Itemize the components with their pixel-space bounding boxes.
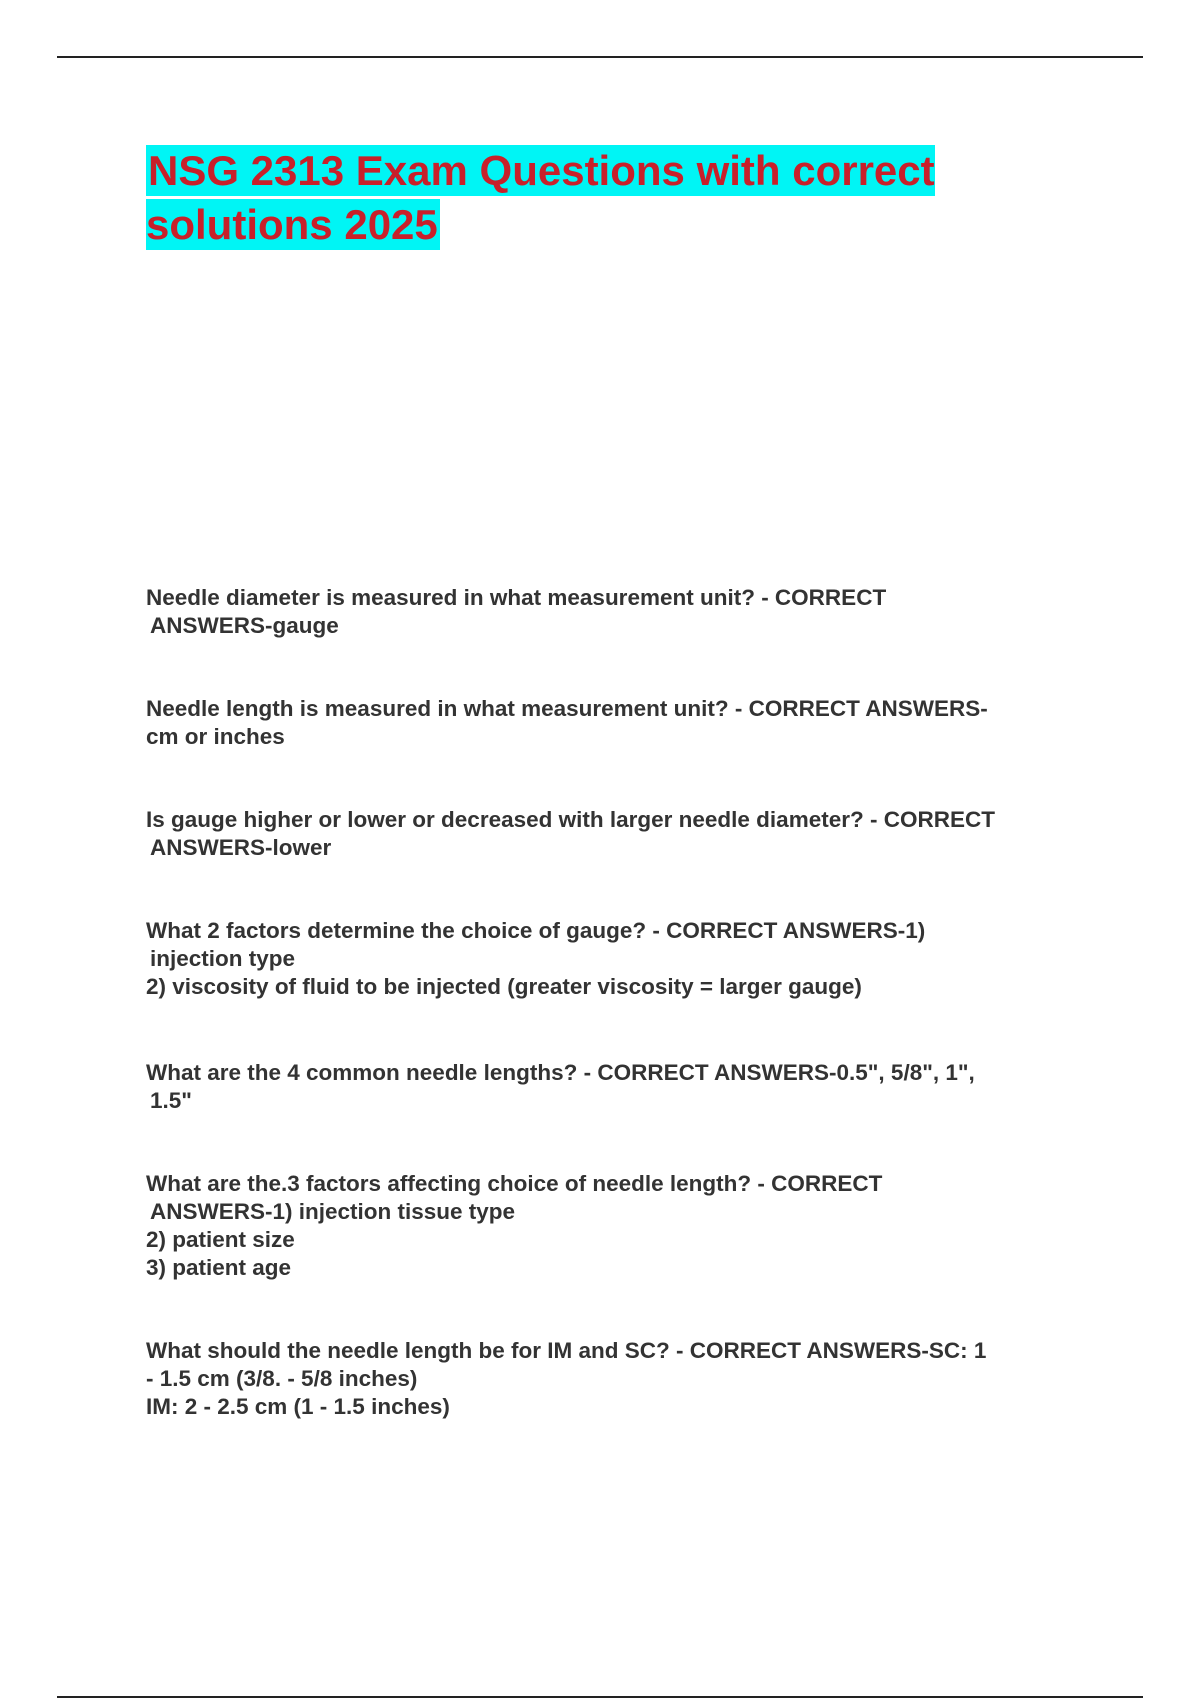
qa-line: ANSWERS-lower: [150, 835, 332, 860]
qa-line: What are the.3 factors affecting choice of needle length? - CORRECT: [146, 1171, 883, 1196]
document-title-highlight: NSG 2313 Exam Questions with correct solutions 2025: [146, 147, 935, 248]
qa-item-3: [146, 806, 1096, 862]
bottom-rule: [57, 1696, 1143, 1698]
qa-line: ANSWERS-gauge: [150, 613, 339, 638]
qa-line: What should the needle length be for IM and SC? - CORRECT ANSWERS-SC: 1: [146, 1338, 987, 1363]
qa-item-6: [146, 1170, 1096, 1282]
qa-line: What 2 factors determine the choice of gauge? - CORRECT ANSWERS-1): [146, 918, 926, 943]
qa-line: Needle diameter is measured in what measurement unit? - CORRECT: [146, 585, 887, 610]
qa-line: Is gauge higher or lower or decreased with larger needle diameter? - CORRECT: [146, 807, 995, 832]
qa-line: What are the 4 common needle lengths? - CORRECT ANSWERS-0.5", 5/8", 1",: [146, 1060, 975, 1085]
qa-item-5: [146, 1059, 1096, 1115]
qa-line: 3) patient age: [146, 1255, 292, 1280]
qa-line: 2) viscosity of fluid to be injected (greater viscosity = larger gauge): [146, 974, 862, 999]
qa-item-1: [146, 584, 1096, 640]
qa-line: 2) patient size: [146, 1227, 295, 1252]
top-rule: [57, 56, 1143, 58]
qa-line: - 1.5 cm (3/8. - 5/8 inches): [146, 1366, 418, 1391]
qa-line: IM: 2 - 2.5 cm (1 - 1.5 inches): [146, 1394, 450, 1419]
qa-item-7: [146, 1337, 1096, 1421]
qa-line: 1.5": [150, 1088, 192, 1113]
qa-line: ANSWERS-1) injection tissue type: [150, 1199, 516, 1224]
document-title: [146, 144, 1046, 252]
qa-line: injection type: [150, 946, 296, 971]
qa-item-2: [146, 695, 1096, 751]
qa-line: Needle length is measured in what measurement unit? - CORRECT ANSWERS-: [146, 696, 988, 721]
qa-item-4: [146, 917, 1096, 1001]
qa-line: cm or inches: [146, 724, 285, 749]
